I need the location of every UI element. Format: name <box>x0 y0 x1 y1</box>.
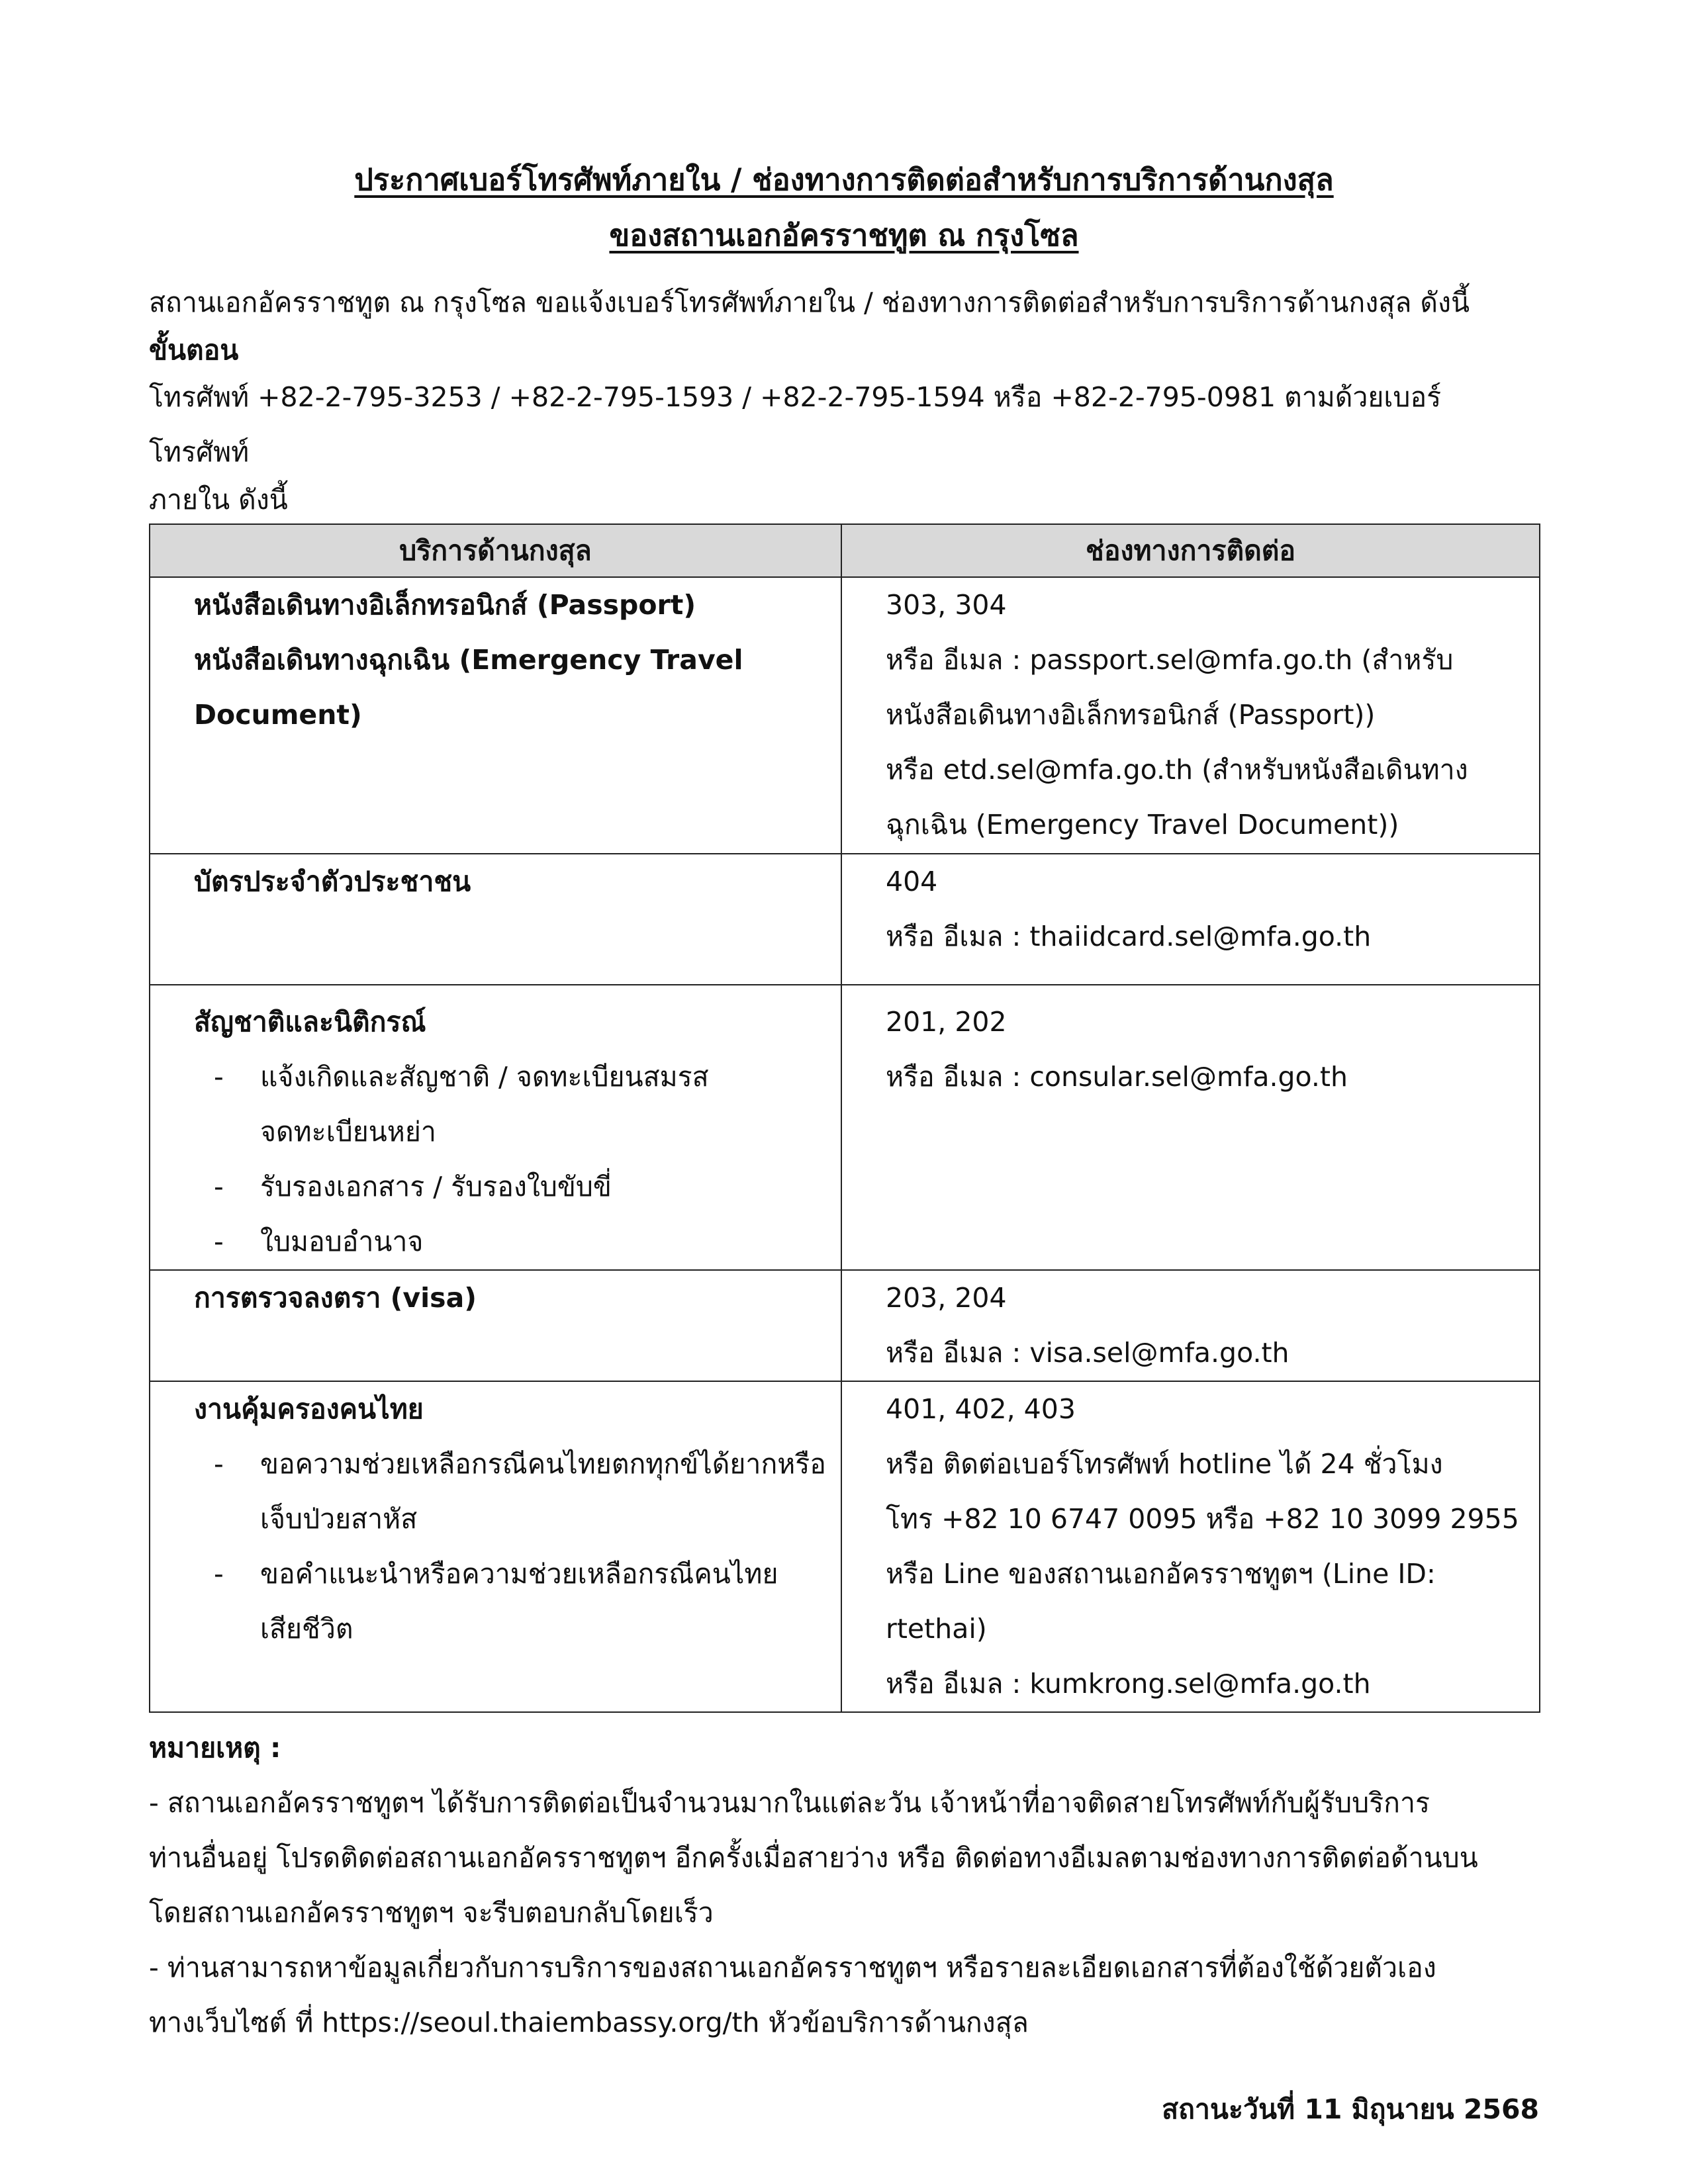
list-item-text: - ขอความช่วยเหลือกรณีคนไทยตกทุกข์ได้ยากหรือ <box>260 1448 826 1480</box>
contact-line: 404 <box>886 866 938 897</box>
service-cell <box>150 1381 841 1712</box>
service-line: บัตรประจำตัวประชาชน <box>194 866 471 897</box>
service-item-list <box>194 1050 827 1269</box>
contact-cell <box>841 854 1540 985</box>
list-item-text: - ใบมอบอำนาจ <box>260 1226 424 1257</box>
list-item-text: - ขอคำแนะนำหรือความช่วยเหลือกรณีคนไทย <box>260 1558 778 1590</box>
contact-cell <box>841 577 1540 854</box>
document-title-line2: ของสถานเอกอัครราชทูต ณ กรุงโซล <box>609 218 1079 253</box>
contact-line: โทร +82 10 6747 0095 หรือ +82 10 3099 2955 <box>886 1503 1519 1535</box>
service-line: การตรวจลงตรา (visa) <box>194 1282 477 1314</box>
contact-line: หรือ อีเมล : thaiidcard.sel@mfa.go.th <box>886 921 1372 952</box>
list-item <box>194 1437 827 1547</box>
service-item-list <box>194 1437 827 1657</box>
contact-line: หรือ etd.sel@mfa.go.th (สำหรับหนังสือเดินทาง <box>886 754 1468 786</box>
contact-line: หนังสือเดินทางอิเล็กทรอนิกส์ (Passport)) <box>886 699 1376 731</box>
document-title-line1: ประกาศเบอร์โทรศัพท์ภายใน / ช่องทางการติดต่อสำหรับการบริการด้านกงสุล <box>354 162 1334 197</box>
service-line: Document) <box>194 699 362 731</box>
contact-line: หรือ อีเมล : visa.sel@mfa.go.th <box>886 1337 1289 1369</box>
table-row <box>150 854 1540 985</box>
phone-line-continued: ภายใน ดังนี้ <box>149 484 288 516</box>
document-page <box>149 0 1539 2125</box>
contact-line: 303, 304 <box>886 589 1007 621</box>
service-line: หนังสือเดินทางฉุกเฉิน (Emergency Travel <box>194 644 743 676</box>
service-line: สัญชาติและนิติกรณ์ <box>194 1006 426 1038</box>
contact-line: หรือ ติดต่อเบอร์โทรศัพท์ hotline ได้ 24 ชั่วโมง <box>886 1448 1443 1480</box>
list-item <box>194 1214 827 1269</box>
note-line: โดยสถานเอกอัครราชทูตฯ จะรีบตอบกลับโดยเร็ว <box>149 1897 714 1929</box>
contact-cell <box>841 1270 1540 1381</box>
service-line: งานคุ้มครองคนไทย <box>194 1393 424 1425</box>
table-row <box>150 1270 1540 1381</box>
intro-text: สถานเอกอัครราชทูต ณ กรุงโซล ขอแจ้งเบอร์โทรศัพท์ภายใน / ช่องทางการติดต่อสำหรับการบริการด้านกงสุล ดังนี้ <box>149 287 1470 318</box>
note-line: - ท่านสามารถหาข้อมูลเกี่ยวกับการบริการของสถานเอกอัครราชทูตฯ หรือรายละเอียดเอกสารที่ต้องใช้ด้วยตัวเอง <box>149 1952 1436 1983</box>
contact-cell <box>841 1381 1540 1712</box>
service-cell <box>150 1270 841 1381</box>
list-item <box>194 1050 827 1160</box>
contact-line: ฉุกเฉิน (Emergency Travel Document)) <box>886 809 1399 841</box>
contact-line: 201, 202 <box>886 1006 1007 1038</box>
table-row <box>150 985 1540 1270</box>
list-item-text: เสียชีวิต <box>260 1613 353 1645</box>
contact-line: 401, 402, 403 <box>886 1393 1076 1425</box>
list-item <box>194 1547 827 1657</box>
contact-cell <box>841 985 1540 1270</box>
contact-line: หรือ Line ของสถานเอกอัครราชทูตฯ (Line ID: <box>886 1558 1436 1590</box>
notes-title: หมายเหตุ : <box>149 1732 281 1764</box>
note-line: - สถานเอกอัครราชทูตฯ ได้รับการติดต่อเป็นจำนวนมากในแต่ละวัน เจ้าหน้าที่อาจติดสายโทรศัพท์กับผู้รับบริการ <box>149 1787 1430 1819</box>
contact-line: rtethai) <box>886 1613 987 1645</box>
list-item-text: - แจ้งเกิดและสัญชาติ / จดทะเบียนสมรส <box>260 1061 709 1093</box>
phone-line: โทรศัพท์ +82-2-795-3253 / +82-2-795-1593 / +82-2-795-1594 หรือ +82-2-795-0981 ตามด้วยเบอร์โทรศัพท์ <box>149 381 1442 468</box>
table-row <box>150 1381 1540 1712</box>
contact-line: หรือ อีเมล : kumkrong.sel@mfa.go.th <box>886 1668 1371 1700</box>
list-item <box>194 1160 827 1214</box>
contact-line: หรือ อีเมล : consular.sel@mfa.go.th <box>886 1061 1348 1093</box>
column-header-contact: ช่องทางการติดต่อ <box>841 524 1540 577</box>
steps-label: ขั้นตอน <box>149 334 239 366</box>
service-cell <box>150 985 841 1270</box>
service-line: หนังสือเดินทางอิเล็กทรอนิกส์ (Passport) <box>194 589 696 621</box>
list-item-text: เจ็บป่วยสาหัส <box>260 1503 418 1535</box>
column-header-service: บริการด้านกงสุล <box>150 524 841 577</box>
list-item-text: จดทะเบียนหย่า <box>260 1116 436 1148</box>
list-item-text: - รับรองเอกสาร / รับรองใบขับขี่ <box>260 1171 612 1203</box>
note-line: ทางเว็บไซต์ ที่ https://seoul.thaiembassy.org/th หัวข้อบริการด้านกงสุล <box>149 2007 1029 2038</box>
table-header-row <box>150 524 1540 577</box>
note-line: ท่านอื่นอยู่ โปรดติดต่อสถานเอกอัครราชทูตฯ อีกครั้งเมื่อสายว่าง หรือ ติดต่อทางอีเมลตามช่องทางการติดต่อด้านบน <box>149 1842 1478 1874</box>
service-cell <box>150 577 841 854</box>
contact-line: หรือ อีเมล : passport.sel@mfa.go.th (สำหรับ <box>886 644 1454 676</box>
table-row <box>150 577 1540 854</box>
contact-line: 203, 204 <box>886 1282 1007 1314</box>
service-cell <box>150 854 841 985</box>
contact-table <box>149 523 1540 1713</box>
status-date: สถานะวันที่ 11 มิถุนายน 2568 <box>1162 2093 1539 2125</box>
